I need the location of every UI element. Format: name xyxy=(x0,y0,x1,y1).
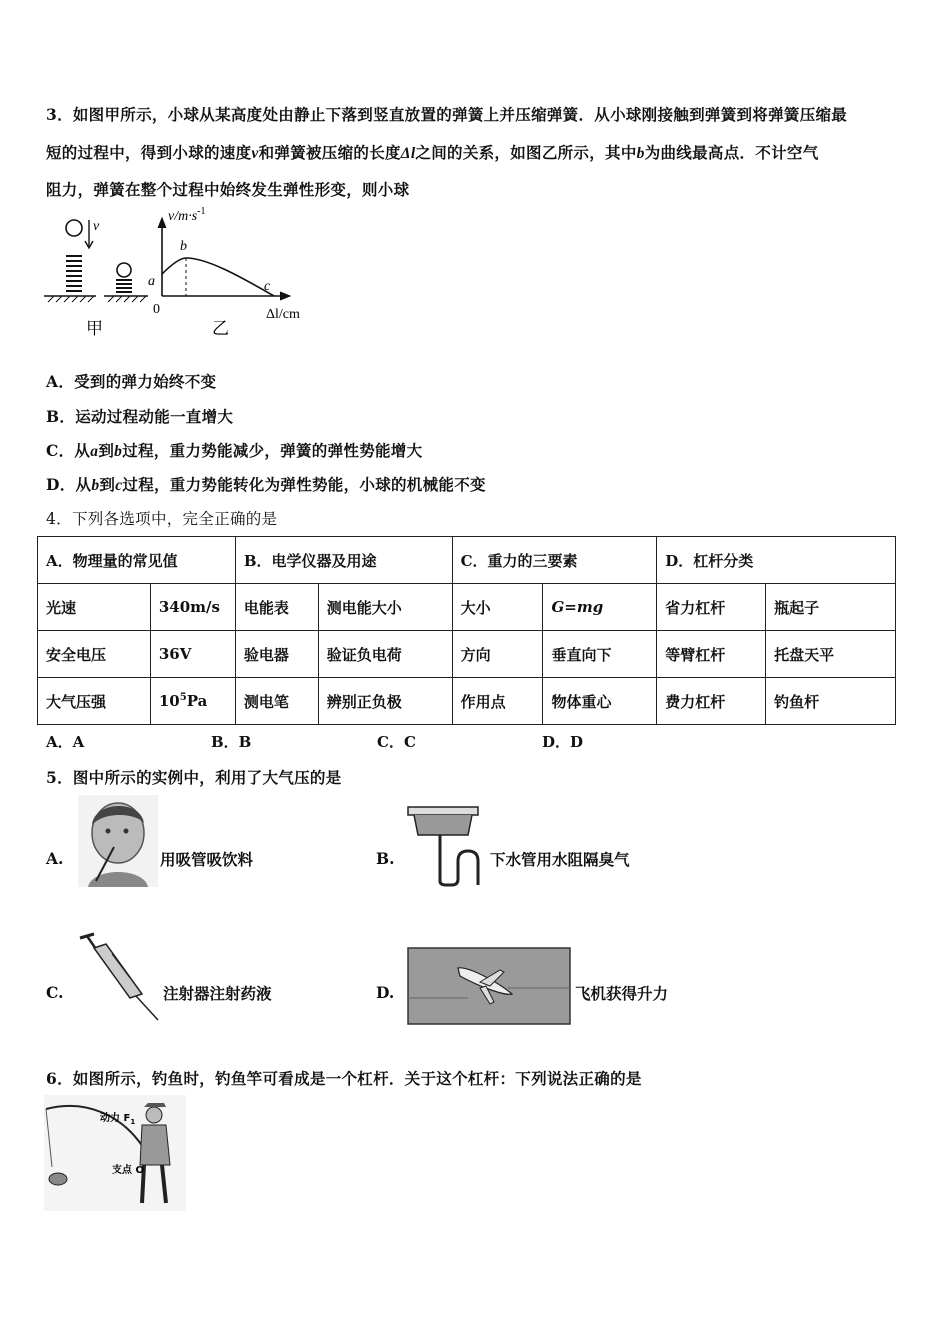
table-cell: 等臂杠杆 xyxy=(657,631,766,678)
table-cell: 测电笔 xyxy=(235,678,318,725)
q5-option-b-text: 下水管用水阻隔臭气 xyxy=(490,850,630,869)
q3-option-b[interactable]: B．运动过程动能一直增大 xyxy=(46,407,234,426)
q5-option-c-text: 注射器注射药液 xyxy=(163,984,272,1003)
q3-fig-caption-yi: 乙 xyxy=(212,319,229,339)
q4-choice-c[interactable]: C．C xyxy=(377,733,416,751)
q5-stem: 5．图中所示的实例中，利用了大气压的是 xyxy=(46,768,342,787)
table-cell: 费力杠杆 xyxy=(657,678,766,725)
q5-drain-trap-image xyxy=(408,805,488,887)
q3-option-a[interactable]: A．受到的弹力始终不变 xyxy=(46,372,217,391)
table-cell: 测电能大小 xyxy=(318,584,452,631)
q4-table xyxy=(37,536,896,725)
table-cell: $10^5Pa$ xyxy=(150,678,235,725)
table-cell: 钓鱼杆 xyxy=(766,678,896,725)
q3-stem-line3: 阻力，弹簧在整个过程中始终发生弹性形变，则小球 xyxy=(46,180,410,199)
q5-option-c-label[interactable]: C. xyxy=(46,983,64,1002)
q4-choice-d[interactable]: D．D xyxy=(542,733,584,751)
q3-option-c[interactable]: C．从a到b过程，重力势能减少，弹簧的弹性势能增大 xyxy=(46,441,423,460)
q3-option-d[interactable]: D．从b到c过程，重力势能转化为弹性势能，小球的机械能不变 xyxy=(46,475,486,494)
q5-option-a-label[interactable]: A. xyxy=(46,849,64,868)
table-cell: 托盘天平 xyxy=(766,631,896,678)
q5-option-d-text: 飞机获得升力 xyxy=(575,984,669,1003)
q4-table-header-row xyxy=(38,537,896,584)
table-cell: 340m/s xyxy=(150,584,235,631)
table-cell: 作用点 xyxy=(452,678,543,725)
q5-option-a-text: 用吸管吸饮料 xyxy=(160,850,254,869)
q5-syringe-image xyxy=(72,932,162,1024)
q3-stem-line1: 3．如图甲所示，小球从某高度处由静止下落到竖直放置的弹簧上并压缩弹簧．从小球刚接触到弹簧到将弹簧压缩最 xyxy=(46,105,848,124)
table-cell: 电能表 xyxy=(235,584,318,631)
q4-stem: 4．下列各选项中，完全正确的是 xyxy=(46,510,278,528)
q5-option-b-label[interactable]: B. xyxy=(376,849,395,868)
q3-fig-v-label: v xyxy=(93,219,100,234)
q3-fig-caption-jia: 甲 xyxy=(86,319,103,339)
q3-fig-origin: 0 xyxy=(153,302,160,317)
table-cell: 光速 xyxy=(38,584,151,631)
q4-header-c: C．重力的三要素 xyxy=(452,537,657,584)
table-cell: 验证负电荷 xyxy=(318,631,452,678)
q4-choice-a[interactable]: A．A xyxy=(46,733,85,751)
q3-stem-line2: 短的过程中，得到小球的速度v和弹簧被压缩的长度Δl之间的关系，如图乙所示，其中b为曲线最高点．不计空气 xyxy=(46,143,819,162)
q5-option-d-label[interactable]: D. xyxy=(376,983,395,1002)
table-cell: 垂直向下 xyxy=(543,631,657,678)
q5-airplane-image xyxy=(408,948,570,1024)
table-cell: 安全电压 xyxy=(38,631,151,678)
q5-straw-image xyxy=(78,795,158,887)
table-cell: 大气压强 xyxy=(38,678,151,725)
q4-header-d: D．杠杆分类 xyxy=(657,537,896,584)
table-row xyxy=(38,631,896,678)
q4-choice-b[interactable]: B．B xyxy=(211,733,252,751)
table-cell: 大小 xyxy=(452,584,543,631)
table-cell: 辨别正负极 xyxy=(318,678,452,725)
q3-fig-point-b: b xyxy=(180,239,187,254)
svg-text:v/m·s-1: $v/m\cdot s^{-1}$ xyxy=(168,206,206,224)
q3-fig-x-axis-label: Δl/cm xyxy=(266,307,300,322)
q6-fishing-image xyxy=(44,1095,186,1211)
q4-header-b: B．电学仪器及用途 xyxy=(235,537,452,584)
q3-figure-yi xyxy=(146,206,326,339)
table-cell: G=mg xyxy=(543,584,657,631)
table-row xyxy=(38,584,896,631)
table-row xyxy=(38,678,896,725)
table-cell: 瓶起子 xyxy=(766,584,896,631)
table-cell: 36V xyxy=(150,631,235,678)
q6-stem: 6．如图所示，钓鱼时，钓鱼竿可看成是一个杠杆．关于这个杠杆：下列说法正确的是 xyxy=(46,1069,642,1088)
table-cell: 省力杠杆 xyxy=(657,584,766,631)
q4-header-a: A．物理量的常见值 xyxy=(38,537,236,584)
table-cell: 验电器 xyxy=(235,631,318,678)
table-cell: 物体重心 xyxy=(543,678,657,725)
q3-fig-point-a: a xyxy=(148,274,155,289)
q3-fig-point-c: c xyxy=(264,279,271,294)
table-cell: 方向 xyxy=(452,631,543,678)
svg-text:支点 O: 支点 O xyxy=(112,1165,144,1176)
svg-text:动力 F1: 动力 $F_1$ xyxy=(100,1113,136,1126)
